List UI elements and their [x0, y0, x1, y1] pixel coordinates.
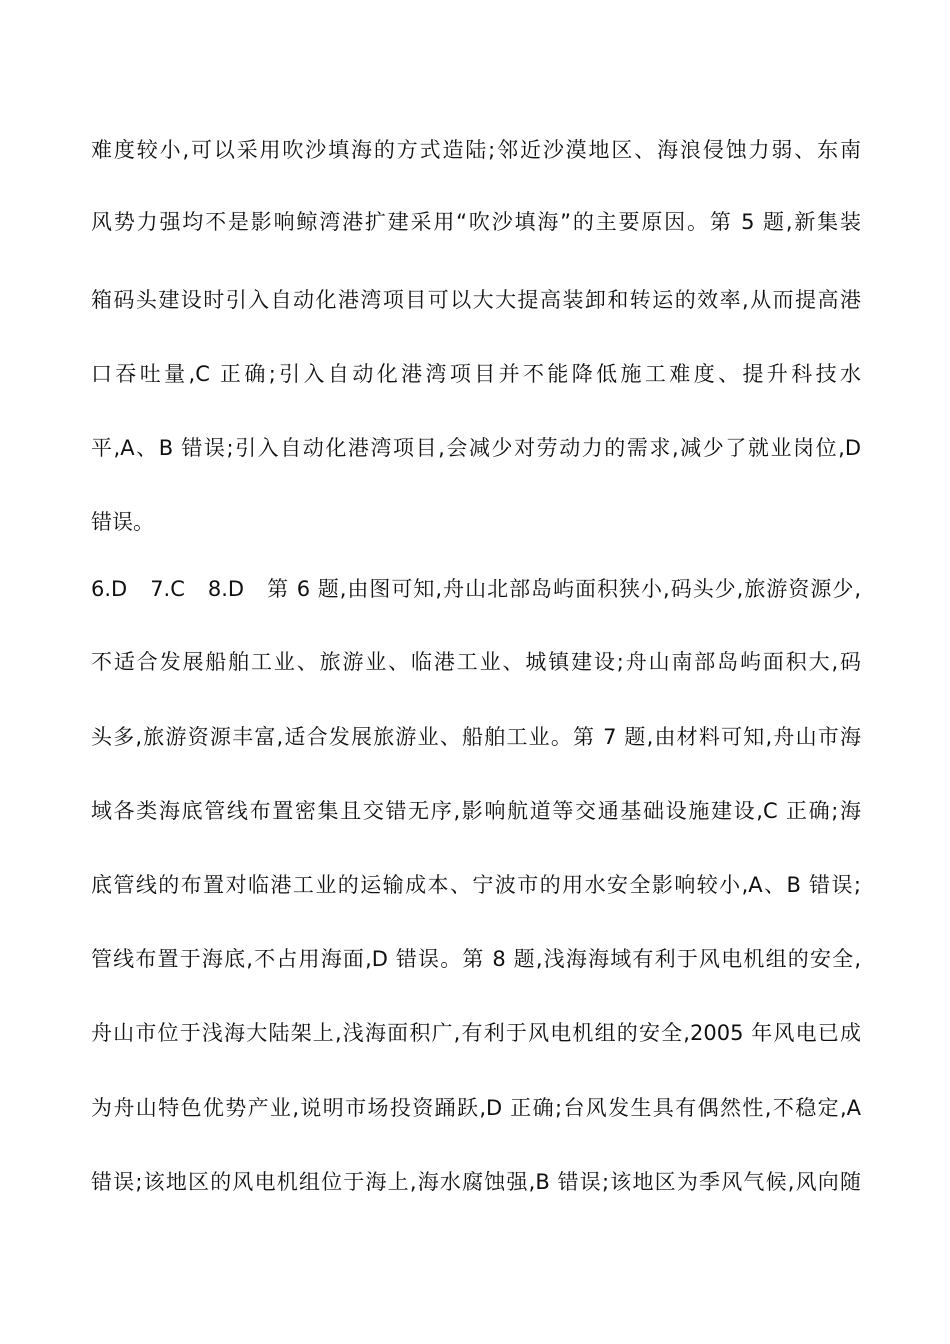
- text-line-7: 6.D 7.C 8.D 第 6 题,由图可知,舟山北部岛屿面积狭小,码头少,旅游资源少,: [91, 577, 861, 601]
- text-line-12: 管线布置于海底,不占用海面,D 错误。第 8 题,浅海海域有利于风电机组的安全,: [91, 947, 861, 971]
- text-line-13: 舟山市位于浅海大陆架上,浅海面积广,有利于风电机组的安全,2005 年风电已成: [91, 1021, 861, 1045]
- text-line-14: 为舟山特色优势产业,说明市场投资踊跃,D 正确;台风发生具有偶然性,不稳定,A: [91, 1096, 861, 1120]
- text-line-10: 域各类海底管线布置密集且交错无序,影响航道等交通基础设施建设,C 正确;海: [91, 799, 861, 823]
- text-line-9: 头多,旅游资源丰富,适合发展旅游业、船舶工业。第 7 题,由材料可知,舟山市海: [91, 725, 861, 749]
- text-line-4: 口吞吐量,C 正确;引入自动化港湾项目并不能降低施工难度、提升科技水: [91, 362, 861, 386]
- text-line-6: 错误。: [91, 510, 154, 534]
- text-line-8: 不适合发展船舶工业、旅游业、临港工业、城镇建设;舟山南部岛屿面积大,码: [91, 650, 861, 674]
- text-line-3: 箱码头建设时引入自动化港湾项目可以大大提高装卸和转运的效率,从而提高港: [91, 288, 861, 312]
- text-line-2: 风势力强均不是影响鲸湾港扩建采用“吹沙填海”的主要原因。第 5 题,新集装: [91, 210, 861, 234]
- text-line-11: 底管线的布置对临港工业的运输成本、宁波市的用水安全影响较小,A、B 错误;: [91, 873, 861, 897]
- text-line-15: 错误;该地区的风电机组位于海上,海水腐蚀强,B 错误;该地区为季风气候,风向随: [91, 1170, 861, 1194]
- text-line-5: 平,A、B 错误;引入自动化港湾项目,会减少对劳动力的需求,减少了就业岗位,D: [91, 436, 861, 460]
- text-line-1: 难度较小,可以采用吹沙填海的方式造陆;邻近沙漠地区、海浪侵蚀力弱、东南: [91, 138, 861, 162]
